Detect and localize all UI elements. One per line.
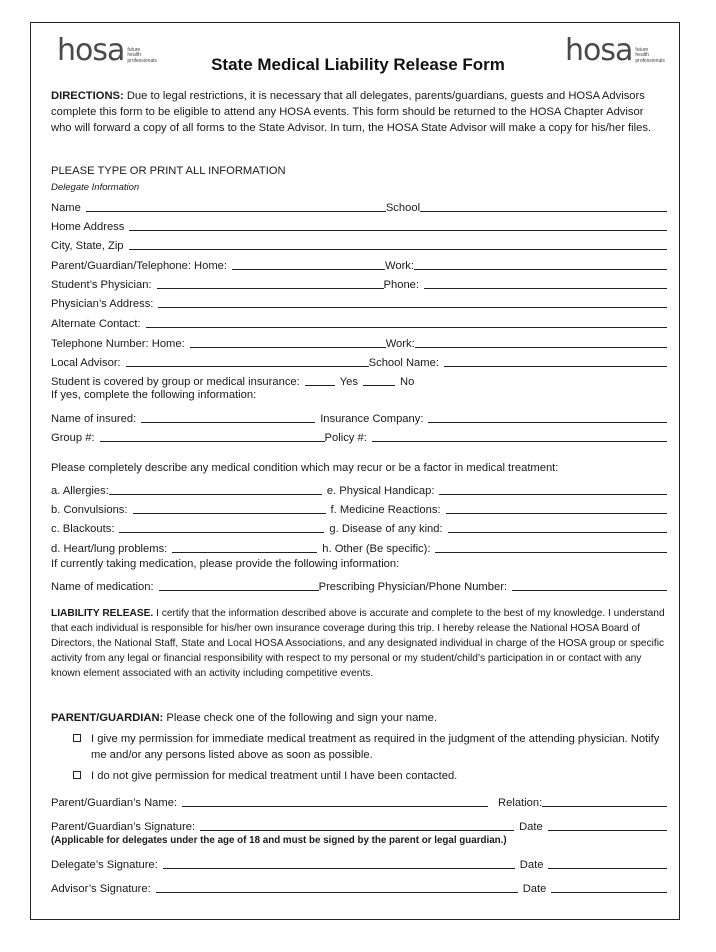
prescribing-label: Prescribing Physician/Phone Number: [318,581,508,593]
phone-field[interactable] [424,288,667,289]
blackouts-label: c. Blackouts: [51,523,115,535]
group-policy-row [51,428,667,444]
parent-phone-row [51,256,667,272]
liability-label: LIABILITY RELEASE. [51,608,154,619]
insurance-yes-field[interactable] [305,385,335,386]
parent-home-field[interactable] [232,269,385,270]
parent-name-row [51,793,667,809]
medication-row [51,577,667,593]
physician-address-label: Physician’s Address: [51,298,154,310]
physician-address-row [51,294,667,310]
directions-text: Due to legal restrictions, it is necessary that all delegates, parents/guardians, guests and HOSA Advisors complete this form to be eligible to attend any HOSA events. This form should be returned to the HOSA Chapter Advisor who will forward a copy of all forms to the State Advisor. In turn, the HOSA State Advisor will make a copy for his/her files. [51,90,652,134]
insurance-no-field[interactable] [363,385,395,386]
school-name-field[interactable] [444,366,667,367]
advisor-date-label: Date [522,883,547,895]
tel-home-field[interactable] [190,347,386,348]
medical-row-bf [51,500,667,516]
relation-field[interactable] [542,806,667,807]
policy-field[interactable] [372,441,667,442]
allergies-field[interactable] [109,494,322,495]
parent-date-field[interactable] [548,830,667,831]
parent-name-field[interactable] [182,806,488,807]
yes-label: Yes [339,376,358,388]
city-label: City, State, Zip [51,240,124,252]
parent-name-label: Parent/Guardian’s Name: [51,797,178,809]
physical-handicap-field[interactable] [439,494,667,495]
medication-name-field[interactable] [159,590,319,591]
name-field[interactable] [86,211,386,212]
tel-work-label: Work: [385,338,415,350]
school-label: School [385,202,421,214]
delegate-signature-field[interactable] [163,868,515,869]
liability-text: I certify that the information described above is accurate and complete to the best of my knowledge. I understand that each individual is responsible for his/her own insurance coverage during this trip. I hereby release the National HOSA Board of Directors, the National Staff, State and Local HOSA Associations, and any designated individual in charge of the HOSA group or specific activity from any legal or financial responsibility with respect to my personal or my student/child’s participation in or contact with any known element associated with an activity including competitive events. [51,608,665,679]
tel-home-label: Telephone Number: Home: [51,338,185,350]
city-field[interactable] [129,249,667,250]
home-address-row [51,217,667,233]
policy-label: Policy #: [324,432,367,444]
blackouts-field[interactable] [119,532,324,533]
insurance-company-label: Insurance Company: [320,413,424,425]
disease-field[interactable] [448,532,667,533]
parent-signature-label: Parent/Guardian’s Signature: [51,821,196,833]
medication-prompt: If currently taking medication, please provide the following information: [51,558,400,570]
parent-signature-field[interactable] [200,830,514,831]
advisor-date-field[interactable] [551,892,667,893]
insured-row [51,409,667,425]
medical-row-cg [51,519,667,535]
parent-home-label: Parent/Guardian/Telephone: Home: [51,260,227,272]
heart-lung-label: d. Heart/lung problems: [51,543,168,555]
other-label: h. Other (Be specific): [322,543,431,555]
parent-guardian-label: PARENT/GUARDIAN: [51,712,164,724]
if-yes-instruction: If yes, complete the following information: [51,389,257,401]
school-field[interactable] [420,211,667,212]
allergies-label: a. Allergies: [51,485,109,497]
alternate-contact-row [51,314,667,330]
medical-row-ae [51,481,667,497]
convulsions-label: b. Convulsions: [51,504,128,516]
other-field[interactable] [435,552,667,553]
parent-date-label: Date [519,821,543,833]
medicine-reactions-label: f. Medicine Reactions: [330,504,441,516]
logo-tagline: future health professionals [127,46,157,64]
directions-paragraph [51,88,667,136]
name-insured-label: Name of insured: [51,413,137,425]
phone-label: Phone: [383,279,420,291]
parent-guardian-heading [51,712,437,724]
permission-option-yes [73,731,667,763]
medical-prompt: Please completely describe any medical condition which may recur or be a factor in medical treatment: [51,462,559,474]
physician-address-field[interactable] [158,307,667,308]
delegate-date-label: Date [519,859,544,871]
advisor-signature-row [51,879,667,895]
permission-no-text: I do not give permission for medical treatment until I have been contacted. [91,770,458,782]
insurance-company-field[interactable] [428,422,667,423]
logo-word: hosa [565,33,633,68]
name-row [51,198,667,214]
directions-label: DIRECTIONS: [51,90,124,102]
delegate-signature-row [51,855,667,871]
relation-label: Relation: [498,797,543,809]
advisor-signature-field[interactable] [156,892,518,893]
delegate-signature-label: Delegate’s Signature: [51,859,158,871]
medication-name-label: Name of medication: [51,581,154,593]
insurance-question-row [51,372,667,388]
delegate-date-field[interactable] [548,868,667,869]
prescribing-field[interactable] [512,590,667,591]
student-physician-label: Student’s Physician: [51,279,152,291]
parent-signature-row [51,817,667,833]
parent-guardian-text: Please check one of the following and sign your name. [163,712,437,724]
local-advisor-row [51,353,667,369]
applicable-note: (Applicable for delegates under the age of 18 and must be signed by the parent or legal guardian.) [51,835,507,846]
name-label: Name [51,202,81,214]
group-field[interactable] [100,441,325,442]
alternate-contact-field[interactable] [146,327,667,328]
telephone-row [51,334,667,350]
home-address-label: Home Address [51,221,125,233]
permission-no-checkbox[interactable] [73,771,81,779]
convulsions-field[interactable] [133,513,326,514]
city-row [51,236,667,252]
medical-row-dh [51,539,667,555]
student-physician-field[interactable] [157,288,384,289]
print-notice: PLEASE TYPE OR PRINT ALL INFORMATION [51,165,286,177]
advisor-signature-label: Advisor’s Signature: [51,883,151,895]
disease-label: g. Disease of any kind: [329,523,443,535]
permission-option-no [73,768,667,784]
liability-paragraph [51,606,667,681]
delegate-info-heading: Delegate Information [51,182,140,193]
local-advisor-field[interactable] [126,366,369,367]
logo-tagline: future health professionals [635,46,665,64]
name-insured-field[interactable] [141,422,315,423]
local-advisor-label: Local Advisor: [51,357,121,369]
no-label: No [400,376,415,388]
physician-row [51,275,667,291]
permission-yes-text: I give my permission for immediate medical treatment as required in the judgment of the attending physician. Notify me and/or any persons listed above as soon as possible. [91,733,660,761]
tel-work-field[interactable] [415,347,667,348]
group-label: Group #: [51,432,95,444]
form-title: State Medical Liability Release Form [211,55,505,74]
parent-work-field[interactable] [414,269,667,270]
school-name-label: School Name: [368,357,439,369]
medicine-reactions-field[interactable] [446,513,667,514]
physical-handicap-label: e. Physical Handicap: [326,485,435,497]
alternate-contact-label: Alternate Contact: [51,318,141,330]
home-address-field[interactable] [129,230,667,231]
logo-word: hosa [57,33,125,68]
parent-work-label: Work: [385,260,415,272]
heart-lung-field[interactable] [172,552,317,553]
permission-yes-checkbox[interactable] [73,734,81,742]
insurance-question-label: Student is covered by group or medical insurance: [51,376,300,388]
